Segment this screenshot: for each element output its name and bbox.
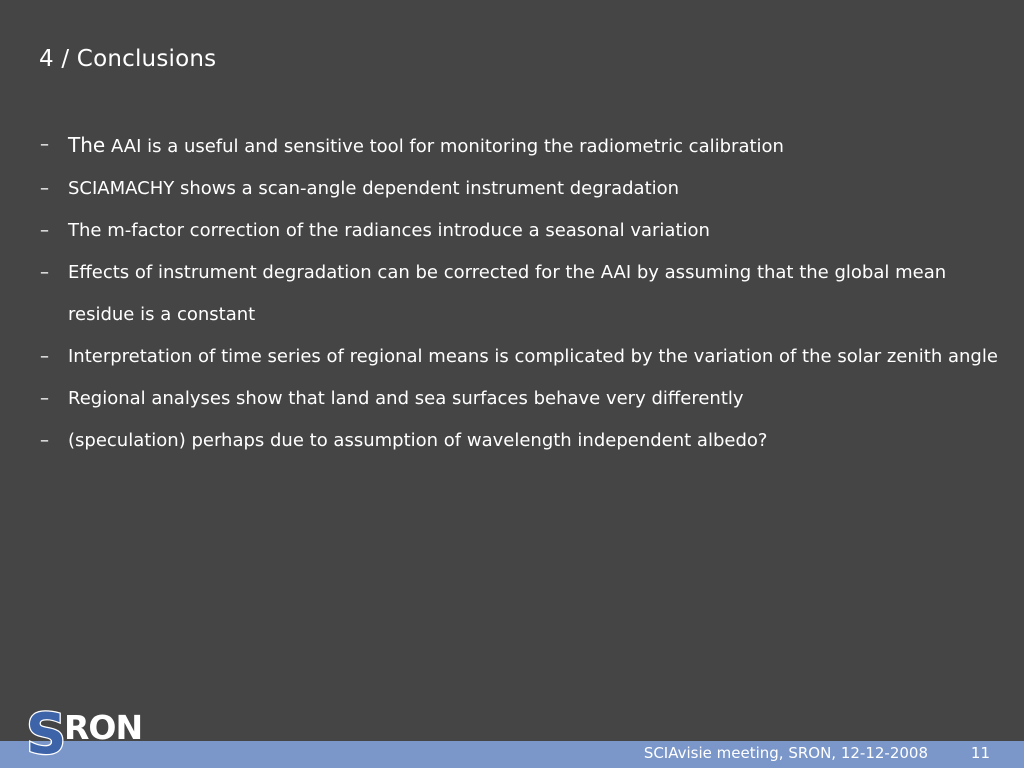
- bullet-text: AAI is a useful and sensitive tool for monitoring the radiometric calibration: [110, 136, 784, 157]
- bullet-item: [38, 210, 998, 252]
- bullet-marker: –: [40, 262, 49, 283]
- bullet-text: SCIAMACHY shows a scan-angle dependent instrument degradation: [68, 178, 680, 199]
- bullet-text: Effects of instrument degradation can be corrected for the AAI by assuming that the global mean residue is a constant: [68, 262, 947, 325]
- slide-title: 4 / Conclusions: [39, 46, 217, 72]
- footer-text: SCIAvisie meeting, SRON, 12-12-2008: [643, 744, 928, 762]
- bullet-marker: –: [40, 134, 49, 155]
- bullet-marker: –: [40, 430, 49, 451]
- bullet-item: [38, 252, 998, 336]
- bullet-item: [38, 168, 998, 210]
- logo-rest: RON: [64, 708, 143, 747]
- logo-initial: S: [26, 702, 67, 761]
- bullet-text: (speculation) perhaps due to assumption of wavelength independent albedo?: [68, 430, 768, 451]
- bullet-item: [38, 378, 998, 420]
- bullet-text: Regional analyses show that land and sea surfaces behave very differently: [68, 388, 744, 409]
- bullet-text: The m-factor correction of the radiances introduce a seasonal variation: [68, 220, 710, 241]
- bullet-lead: The: [68, 133, 106, 157]
- bullet-marker: –: [40, 178, 49, 199]
- page-number: 11: [970, 744, 990, 762]
- bullet-item: [38, 124, 998, 168]
- bullet-text: Interpretation of time series of regional means is complicated by the variation of the solar zenith angle: [68, 346, 998, 367]
- bullet-item: [38, 336, 998, 378]
- bullet-item: [38, 420, 998, 462]
- bullet-marker: –: [40, 388, 49, 409]
- bullet-marker: –: [40, 346, 49, 367]
- sron-logo: [24, 701, 160, 761]
- bullet-marker: –: [40, 220, 49, 241]
- conclusions-list: [38, 124, 998, 462]
